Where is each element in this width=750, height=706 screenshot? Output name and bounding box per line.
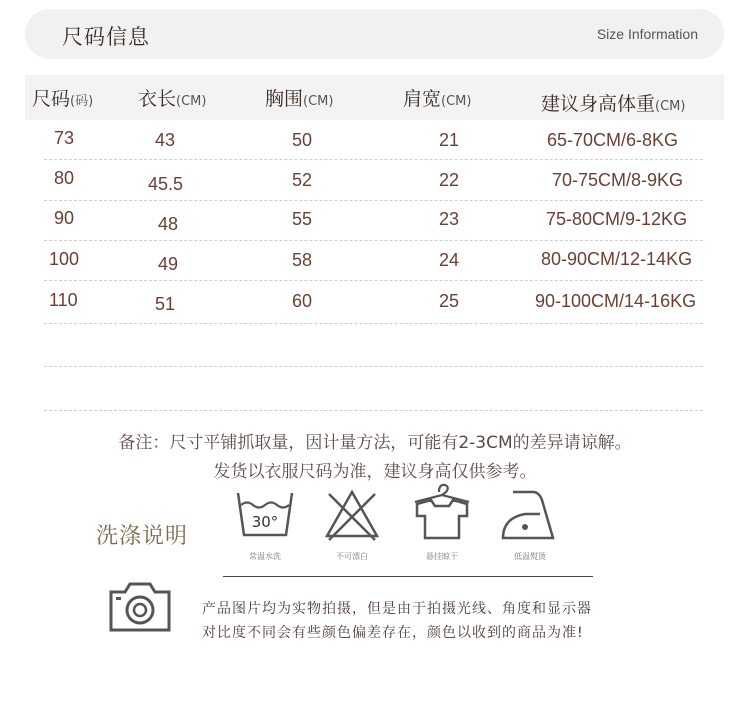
disclaimer-line-1: 产品图片均为实物拍摄，但是由于拍摄光线、角度和显示器 (202, 601, 592, 617)
cell-size: 100 (49, 249, 80, 269)
cell-size: 90 (54, 208, 75, 228)
cell-chest: 52 (292, 170, 313, 190)
row-divider (44, 240, 703, 241)
cell-chest: 60 (292, 291, 313, 311)
row-divider (44, 366, 703, 367)
th-shoulder: 肩宽(CM) (403, 88, 472, 110)
table-row (0, 128, 750, 168)
cell-shoulder: 22 (439, 170, 460, 190)
wash-title: 洗涤说明 (96, 524, 189, 549)
th-size: 尺码(码) (32, 88, 94, 110)
cell-chest: 55 (292, 209, 313, 229)
cell-shoulder: 25 (439, 291, 460, 311)
cell-chest: 58 (292, 250, 313, 270)
low-iron-icon (499, 488, 557, 548)
header-subtitle: Size Information (596, 26, 698, 42)
cell-size: 80 (54, 168, 75, 188)
row-divider (44, 410, 703, 411)
cell-recommend: 75-80CM/9-12KG (546, 209, 688, 229)
cell-recommend: 70-75CM/8-9KG (552, 170, 684, 190)
icon-caption: 常温水洗 (249, 552, 281, 561)
section-header (25, 9, 724, 59)
th-recommend: 建议身高体重(CM) (541, 93, 686, 115)
th-chest: 胸围(CM) (265, 88, 334, 110)
cell-length: 43 (155, 130, 176, 150)
divider (223, 576, 593, 577)
table-row (0, 168, 750, 208)
no-bleach-icon (323, 488, 381, 548)
cell-recommend: 65-70CM/6-8KG (547, 130, 679, 150)
icon-caption: 不可漂白 (336, 552, 368, 561)
hang-dry-icon (411, 480, 473, 548)
table-header (25, 75, 724, 120)
cell-length: 51 (155, 294, 176, 314)
cell-length: 45.5 (148, 174, 184, 194)
cell-length: 48 (158, 214, 179, 234)
disclaimer-line-2: 对比度不同会有些颜色偏差存在，颜色以收到的商品为准! (202, 625, 584, 641)
row-divider (44, 280, 703, 281)
note-line-1: 备注：尺寸平铺抓取量，因计量方法，可能有2-3CM的差异请谅解。 (118, 433, 632, 453)
header-title: 尺码信息 (62, 25, 150, 49)
cell-size: 73 (54, 128, 75, 148)
row-divider (44, 159, 703, 160)
cell-shoulder: 21 (439, 130, 460, 150)
camera-icon (107, 580, 173, 638)
wash-temp: 30° (251, 513, 279, 531)
th-length: 衣长(CM) (138, 88, 207, 110)
table-row (0, 248, 750, 288)
wash-30-icon (235, 489, 295, 545)
table-row (0, 208, 750, 248)
row-divider (44, 200, 703, 201)
cell-recommend: 90-100CM/14-16KG (535, 291, 697, 311)
cell-shoulder: 23 (439, 209, 460, 229)
cell-recommend: 80-90CM/12-14KG (541, 249, 693, 269)
cell-size: 110 (49, 290, 78, 310)
icon-caption: 悬挂晾干 (426, 552, 458, 561)
cell-chest: 50 (292, 130, 313, 150)
cell-shoulder: 24 (439, 250, 460, 270)
icon-caption: 低温熨烫 (514, 552, 546, 561)
note-line-2: 发货以衣服尺码为准，建议身高仅供参考。 (213, 462, 537, 482)
row-divider (44, 323, 703, 324)
cell-length: 49 (158, 254, 179, 274)
